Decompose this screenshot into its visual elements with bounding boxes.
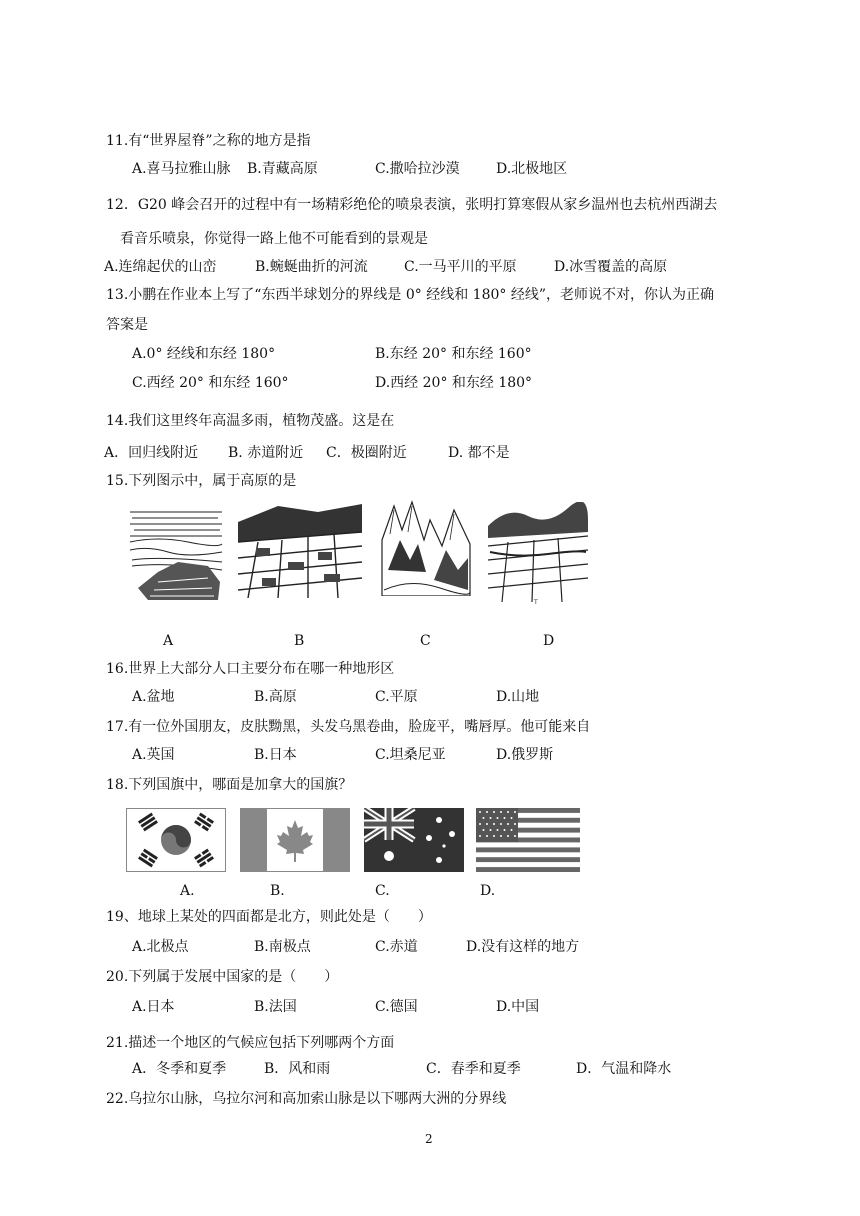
q13-option-b: B.东经 20° 和东经 160° (375, 346, 532, 362)
q17-stem: 17.有一位外国朋友，皮肤黝黑，头发乌黑卷曲，脸庞平，嘴唇厚。他可能来自 (106, 719, 591, 735)
q21-option-d: D．气温和降水 (576, 1061, 672, 1077)
q12-option-b: B.蜿蜒曲折的河流 (255, 259, 368, 275)
q16-option-b: B.高原 (254, 689, 297, 705)
q11-option-a: A.喜马拉雅山脉 (132, 161, 231, 177)
q14-option-a: A．回归线附近 (104, 445, 199, 461)
q12-option-c: C.一马平川的平原 (404, 259, 517, 275)
q15-label-b: B (294, 633, 305, 649)
q11-option-d: D.北极地区 (496, 161, 568, 177)
q17-option-c: C.坦桑尼亚 (375, 747, 446, 763)
q19-stem: 19、地球上某处的四面都是北方，则此处是（ ） (106, 909, 432, 925)
q13-stem-line1: 13.小鹏在作业本上写了“东西半球划分的界线是 0° 经线和 180° 经线”，老师说不对，你认为正确 (106, 287, 715, 303)
q21-option-b: B．风和雨 (264, 1061, 331, 1077)
flag-australia (364, 808, 464, 872)
q20-option-b: B.法国 (254, 999, 297, 1015)
q20-option-a: A.日本 (132, 999, 175, 1015)
q19-option-d: D.没有这样的地方 (466, 939, 580, 955)
q16-option-d: D.山地 (496, 689, 540, 705)
q20-option-d: D.中国 (496, 999, 540, 1015)
q14-option-d: D. 都不是 (448, 445, 510, 461)
q16-stem: 16.世界上大部分人口主要分布在哪一种地形区 (106, 661, 395, 677)
q11-option-c: C.撒哈拉沙漠 (375, 161, 460, 177)
q14-option-b: B. 赤道附近 (228, 445, 304, 461)
q18-label-a: A. (180, 883, 195, 899)
q19-option-c: C.赤道 (375, 939, 418, 955)
q21-stem: 21.描述一个地区的气候应包括下列哪两个方面 (106, 1035, 395, 1051)
q15-label-d: D (543, 633, 555, 649)
q13-option-d: D.西经 20° 和东经 180° (375, 375, 533, 391)
q11-stem: 11.有“世界屋脊”之称的地方是指 (106, 133, 311, 149)
landscape-sketch-d (488, 502, 588, 606)
q18-label-b: B. (270, 883, 285, 899)
landscape-sketch-c (380, 500, 472, 596)
landscape-sketch-a (128, 502, 224, 602)
svg-text:T: T (534, 599, 538, 606)
q20-option-c: C.德国 (375, 999, 418, 1015)
q14-option-c: C．极圈附近 (326, 445, 407, 461)
q21-option-a: A．冬季和夏季 (132, 1061, 227, 1077)
q20-stem: 20.下列属于发展中国家的是（ ） (106, 969, 339, 985)
page-number: 2 (425, 1132, 433, 1146)
q17-option-b: B.日本 (254, 747, 297, 763)
q11-option-b: B.青藏高原 (247, 161, 318, 177)
q15-stem: 15.下列图示中，属于高原的是 (106, 473, 297, 489)
q15-label-c: C (420, 633, 431, 649)
q22-stem: 22.乌拉尔山脉，乌拉尔河和高加索山脉是以下哪两大洲的分界线 (106, 1091, 507, 1107)
landscape-sketch-b (238, 502, 362, 598)
q19-option-a: A.北极点 (132, 939, 189, 955)
q13-option-c: C.西经 20° 和东经 160° (132, 375, 289, 391)
q19-option-b: B.南极点 (254, 939, 311, 955)
q12-option-a: A.连绵起伏的山峦 (104, 259, 217, 275)
q16-option-a: A.盆地 (132, 689, 175, 705)
q17-option-d: D.俄罗斯 (496, 747, 554, 763)
flag-south-korea (126, 808, 226, 872)
q21-option-c: C．春季和夏季 (426, 1061, 521, 1077)
q18-label-d: D. (480, 883, 496, 899)
flag-canada (240, 808, 350, 872)
q12-option-d: D.冰雪覆盖的高原 (554, 259, 668, 275)
q17-option-a: A.英国 (132, 747, 175, 763)
q13-stem-line2: 答案是 (106, 317, 148, 333)
q18-label-c: C. (375, 883, 390, 899)
q14-stem: 14.我们这里终年高温多雨，植物茂盛。这是在 (106, 413, 395, 429)
q15-label-a: A (163, 633, 174, 649)
flag-united-states (476, 808, 580, 872)
q12-stem-line1: 12．G20 峰会召开的过程中有一场精彩绝伦的喷泉表演，张明打算寒假从家乡温州也去杭州西湖去 (106, 197, 718, 213)
q13-option-a: A.0° 经线和东经 180° (132, 346, 276, 362)
q12-stem-line2: 看音乐喷泉，你觉得一路上他不可能看到的景观是 (120, 231, 428, 247)
q16-option-c: C.平原 (375, 689, 418, 705)
q18-stem: 18.下列国旗中，哪面是加拿大的国旗？ (106, 777, 353, 793)
